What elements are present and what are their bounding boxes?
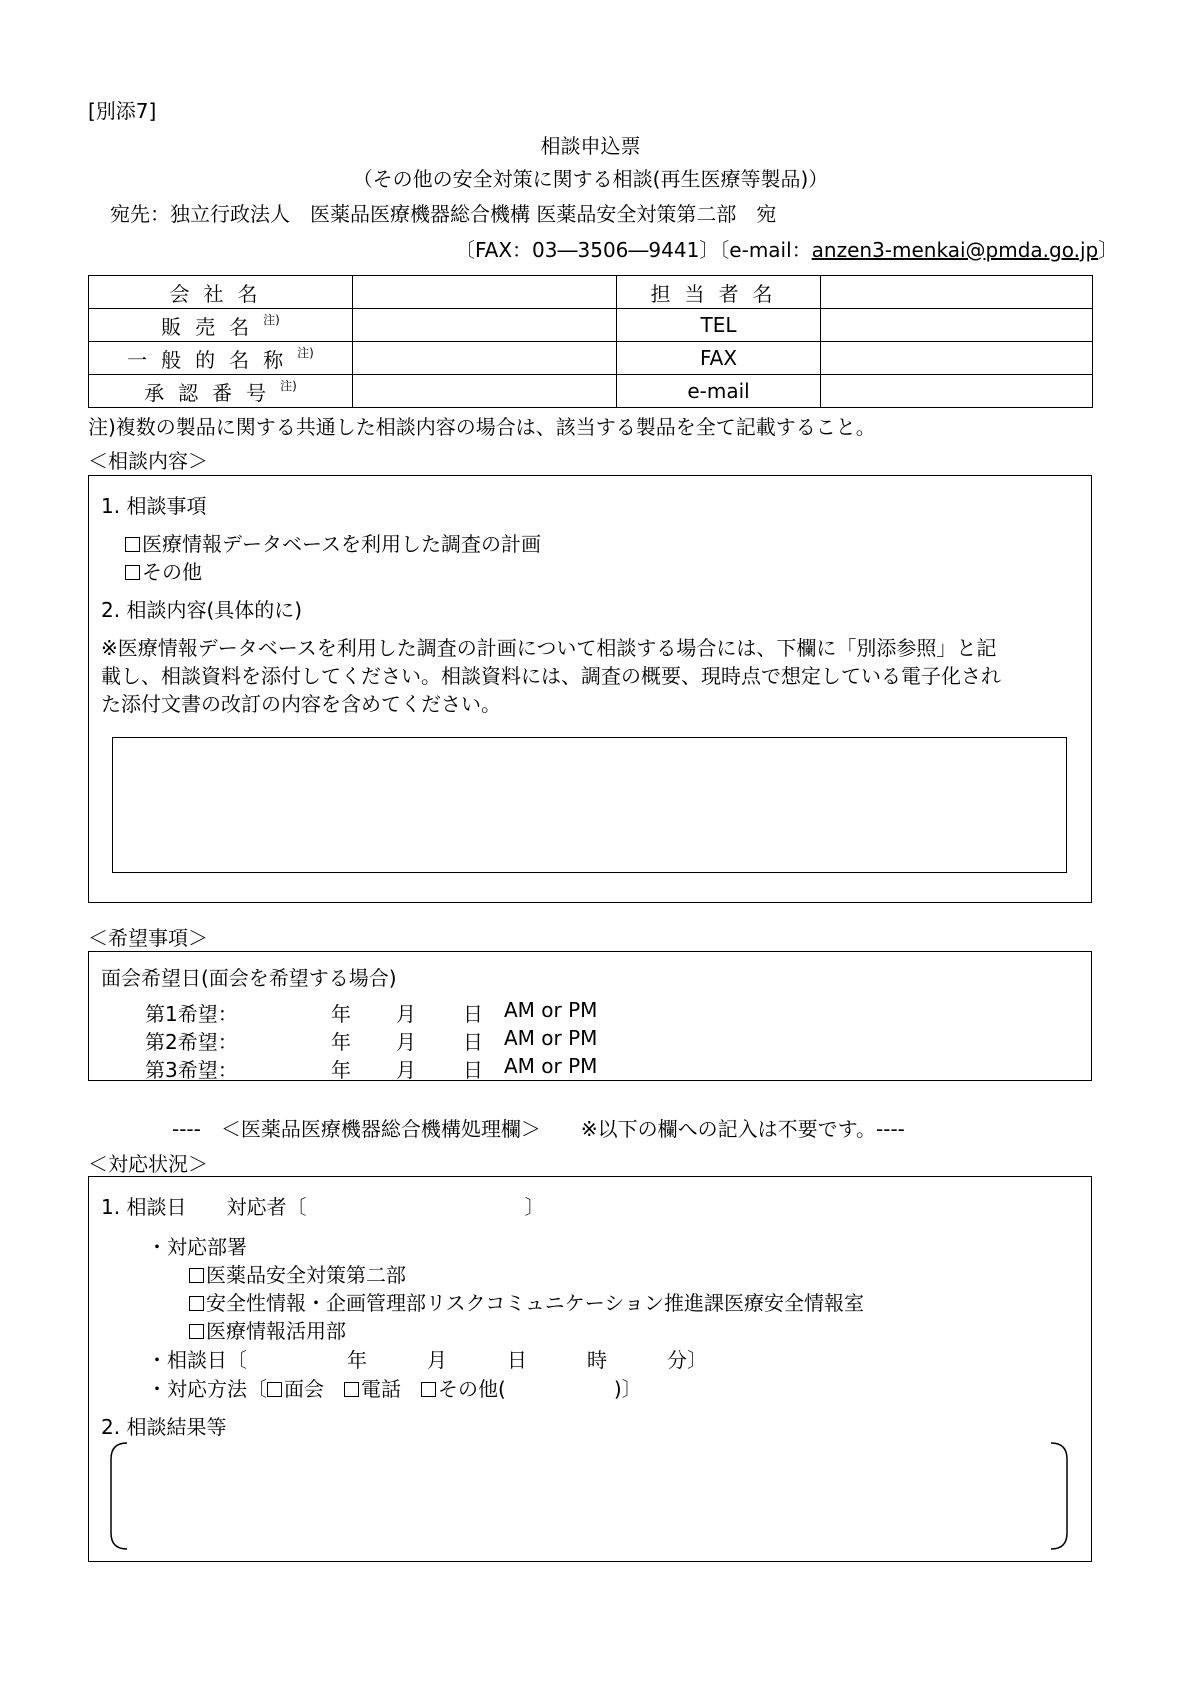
consult-option1[interactable]: 医療情報データベースを利用した調査の計画 [125, 528, 541, 557]
consult-heading: ＜相談内容＞ [88, 449, 208, 473]
checkbox[interactable] [189, 1268, 204, 1283]
dept-option2[interactable]: 安全性情報・企画管理部リスクコミュニケーション推進課医療安全情報室 [189, 1287, 864, 1316]
person-label: 担当者名 [617, 276, 821, 309]
checkbox[interactable] [267, 1382, 282, 1397]
consult-item1: 1. 相談事項 [101, 494, 207, 518]
checkbox[interactable] [344, 1382, 359, 1397]
email-link[interactable]: anzen3-menkai@pmda.go.jp [811, 238, 1099, 262]
company-label: 会社名 [89, 276, 353, 309]
table-row [89, 309, 1093, 342]
ampm-label: AM or PM [504, 998, 598, 1022]
applicant-info-table [88, 275, 1093, 408]
addressee: 宛先：独立行政法人 医薬品医療機器総合機構 医薬品安全対策第二部 宛 [110, 202, 777, 226]
sales-name-field[interactable] [353, 309, 617, 342]
request-heading: ＜希望事項＞ [88, 926, 208, 950]
approval-no-label: 承認番号$^{注)}$ [89, 375, 353, 408]
pmda-processing-line: ---- ＜医薬品医療機器総合機構処理欄＞ ※以下の欄への記入は不要です。---- [172, 1117, 905, 1141]
year-label: 年 [331, 1002, 351, 1026]
response-item2: 2. 相談結果等 [101, 1415, 227, 1439]
table-row [89, 375, 1093, 408]
attachment-label: [別添7] [88, 99, 157, 123]
response-method: ・対応方法〔 面会 電話 その他( )〕 [147, 1377, 642, 1401]
page-subtitle: （その他の安全対策に関する相談(再生医療等製品)） [352, 167, 829, 191]
table-row [89, 342, 1093, 375]
email-field[interactable] [821, 375, 1093, 408]
generic-name-field[interactable] [353, 342, 617, 375]
footnote: 注)複数の製品に関する共通した相談内容の場合は、該当する製品を全て記載すること。 [88, 415, 876, 439]
day-label: 日 [463, 1030, 483, 1054]
fax-field[interactable] [821, 342, 1093, 375]
tel-label: TEL [617, 309, 821, 342]
instruction-line: 載し、相談資料を添付してください。相談資料には、調査の概要、現時点で想定している電子化され [101, 664, 1001, 688]
ampm-label: AM or PM [504, 1026, 598, 1050]
consult-box [88, 475, 1092, 903]
dept-label: ・対応部署 [147, 1235, 247, 1259]
contact-line [455, 234, 1118, 263]
preference-label: 第2希望： [145, 1030, 238, 1054]
year-label: 年 [331, 1058, 351, 1082]
approval-no-field[interactable] [353, 375, 617, 408]
person-field[interactable] [821, 276, 1093, 309]
month-label: 月 [396, 1002, 416, 1026]
dept-option1[interactable]: 医薬品安全対策第二部 [189, 1259, 406, 1288]
generic-name-label: 一般的名称$^{注)}$ [89, 342, 353, 375]
company-field[interactable] [353, 276, 617, 309]
contact-close: 〕 [1098, 238, 1119, 262]
checkbox[interactable] [189, 1296, 204, 1311]
consult-details-field[interactable] [112, 737, 1067, 873]
ampm-label: AM or PM [504, 1054, 598, 1078]
instruction-line: ※医療情報データベースを利用した調査の計画について相談する場合には、下欄に「別添参照」と記 [101, 636, 997, 660]
response-heading: ＜対応状況＞ [88, 1152, 208, 1176]
email-label: e-mail [617, 375, 821, 408]
checkbox[interactable] [189, 1324, 204, 1339]
consult-option2[interactable]: その他 [125, 556, 202, 585]
day-label: 日 [463, 1002, 483, 1026]
month-label: 月 [396, 1058, 416, 1082]
preference-label: 第3希望： [145, 1058, 238, 1082]
day-label: 日 [463, 1058, 483, 1082]
consult-date-line: ・相談日〔 年 月 日 時 分〕 [147, 1348, 707, 1372]
page-title: 相談申込票 [540, 134, 641, 158]
response-item1: 1. 相談日 対応者〔 〕 [101, 1195, 545, 1219]
fax-label: FAX [617, 342, 821, 375]
checkbox[interactable] [421, 1382, 436, 1397]
month-label: 月 [396, 1030, 416, 1054]
meeting-label: 面会希望日(面会を希望する場合) [101, 966, 397, 990]
preference-label: 第1希望： [145, 1002, 238, 1026]
instruction-line: た添付文書の改訂の内容を含めてください。 [101, 692, 501, 716]
result-field[interactable] [119, 1445, 1059, 1545]
consult-item2: 2. 相談内容(具体的に) [101, 598, 303, 622]
table-row [89, 276, 1093, 309]
checkbox[interactable] [125, 565, 140, 580]
checkbox[interactable] [125, 537, 140, 552]
tel-field[interactable] [821, 309, 1093, 342]
sales-name-label: 販売名$^{注)}$ [89, 309, 353, 342]
request-box [88, 951, 1092, 1081]
year-label: 年 [331, 1030, 351, 1054]
response-box [88, 1176, 1092, 1562]
dept-option3[interactable]: 医療情報活用部 [189, 1315, 346, 1344]
fax-number: 〔FAX：03―3506―9441〕〔e-mail： [455, 238, 812, 262]
